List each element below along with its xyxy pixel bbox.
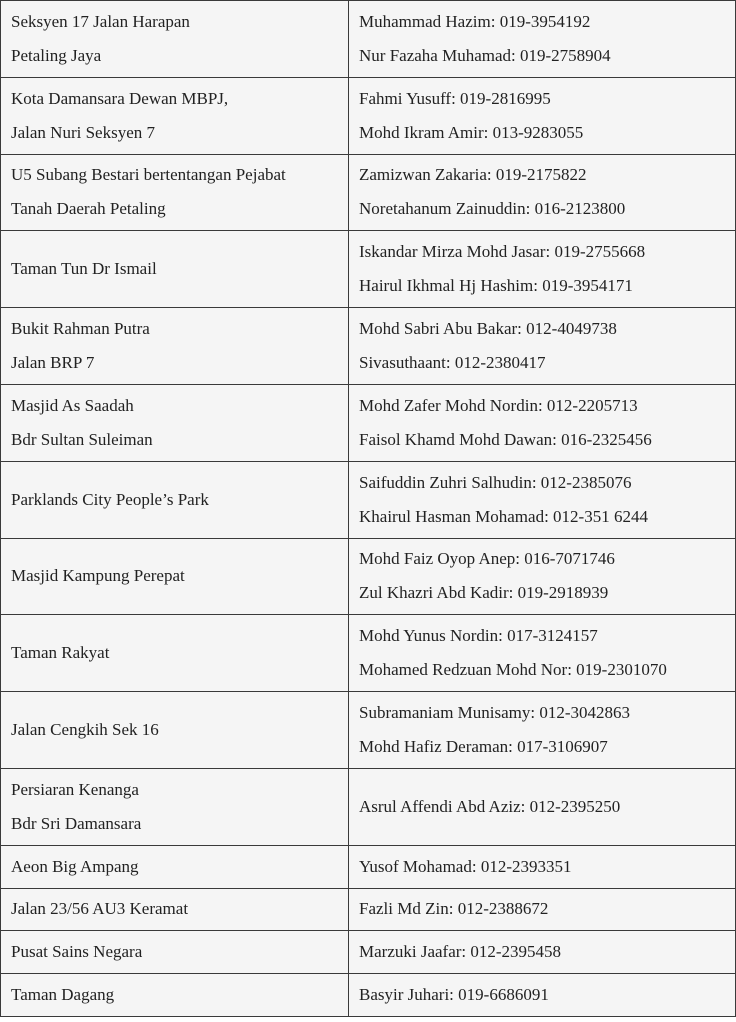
contact-line: Mohd Faiz Oyop Anep: 016-7071746 [359,549,615,569]
location-cell [1,77,349,154]
location-line: Parklands City People’s Park [11,489,209,509]
location-cell [1,692,349,769]
contact-line: Fazli Md Zin: 012-2388672 [359,899,549,919]
contact-line: Zamizwan Zakaria: 019-2175822 [359,165,587,185]
contact-cell [349,974,736,1017]
location-cell [1,538,349,615]
location-line: Taman Rakyat [11,643,110,663]
contact-cell [349,538,736,615]
contact-line: Nur Fazaha Muhamad: 019-2758904 [359,45,611,65]
location-cell [1,931,349,974]
contact-cell [349,1,736,78]
location-cell [1,888,349,931]
contact-line: Fahmi Yusuff: 019-2816995 [359,88,551,108]
contact-line: Faisol Khamd Mohd Dawan: 016-2325456 [359,429,652,449]
table-body [1,1,736,1017]
contact-line: Zul Khazri Abd Kadir: 019-2918939 [359,583,609,603]
table-row [1,538,736,615]
contact-cell [349,461,736,538]
table-row [1,888,736,931]
contact-line: Noretahanum Zainuddin: 016-2123800 [359,199,626,219]
location-line: Jalan BRP 7 [11,353,95,373]
table-row [1,384,736,461]
contact-cell [349,77,736,154]
location-line: Petaling Jaya [11,45,102,65]
contact-cell [349,768,736,845]
location-line: Masjid As Saadah [11,395,134,415]
table-row [1,154,736,231]
contact-cell [349,154,736,231]
location-cell [1,845,349,888]
location-line: Kota Damansara Dewan MBPJ, [11,88,229,108]
table-row [1,77,736,154]
contact-cell [349,384,736,461]
location-line: Tanah Daerah Petaling [11,199,166,219]
contact-line: Muhammad Hazim: 019-3954192 [359,11,591,31]
location-cell [1,461,349,538]
contact-cell [349,615,736,692]
contact-cell [349,692,736,769]
table-row [1,692,736,769]
table-row [1,615,736,692]
contact-line: Basyir Juhari: 019-6686091 [359,985,549,1005]
contact-line: Hairul Ikhmal Hj Hashim: 019-3954171 [359,276,633,296]
location-line: Bdr Sultan Suleiman [11,429,153,449]
table-row [1,308,736,385]
location-cell [1,154,349,231]
location-cell [1,308,349,385]
location-line: Masjid Kampung Perepat [11,566,185,586]
contact-line: Mohamed Redzuan Mohd Nor: 019-2301070 [359,660,667,680]
contact-cell [349,888,736,931]
table-row [1,461,736,538]
location-line: Bukit Rahman Putra [11,319,150,339]
contact-line: Asrul Affendi Abd Aziz: 012-2395250 [359,796,621,816]
contact-cell [349,308,736,385]
table-row [1,845,736,888]
contact-line: Khairul Hasman Mohamad: 012-351 6244 [359,506,648,526]
contact-cell [349,845,736,888]
location-cell [1,231,349,308]
contact-cell [349,231,736,308]
contact-line: Iskandar Mirza Mohd Jasar: 019-2755668 [359,242,646,262]
contact-line: Mohd Sabri Abu Bakar: 012-4049738 [359,319,617,339]
location-cell [1,615,349,692]
location-line: Bdr Sri Damansara [11,813,142,833]
contact-line: Yusof Mohamad: 012-2393351 [359,856,572,876]
location-cell [1,974,349,1017]
contact-cell [349,931,736,974]
location-line: Jalan Nuri Seksyen 7 [11,122,156,142]
location-line: Aeon Big Ampang [11,856,139,876]
location-line: Jalan Cengkih Sek 16 [11,720,159,740]
contact-line: Mohd Zafer Mohd Nordin: 012-2205713 [359,395,638,415]
table-row [1,231,736,308]
location-line: Taman Dagang [11,985,115,1005]
contact-line: Subramaniam Munisamy: 012-3042863 [359,703,631,723]
location-line: Pusat Sains Negara [11,942,143,962]
contact-line: Marzuki Jaafar: 012-2395458 [359,942,562,962]
location-line: Persiaran Kenanga [11,779,139,799]
table-row [1,1,736,78]
location-cell [1,384,349,461]
contact-line: Mohd Ikram Amir: 013-9283055 [359,122,584,142]
location-cell [1,768,349,845]
table-row [1,974,736,1017]
contact-line: Mohd Hafiz Deraman: 017-3106907 [359,737,608,757]
location-line: U5 Subang Bestari bertentangan Pejabat [11,165,286,185]
location-line: Seksyen 17 Jalan Harapan [11,11,190,31]
location-line: Jalan 23/56 AU3 Keramat [11,899,189,919]
contact-line: Mohd Yunus Nordin: 017-3124157 [359,626,598,646]
contact-line: Sivasuthaant: 012-2380417 [359,353,546,373]
table-row [1,931,736,974]
location-line: Taman Tun Dr Ismail [11,259,157,279]
table-row [1,768,736,845]
location-cell [1,1,349,78]
contact-line: Saifuddin Zuhri Salhudin: 012-2385076 [359,472,632,492]
